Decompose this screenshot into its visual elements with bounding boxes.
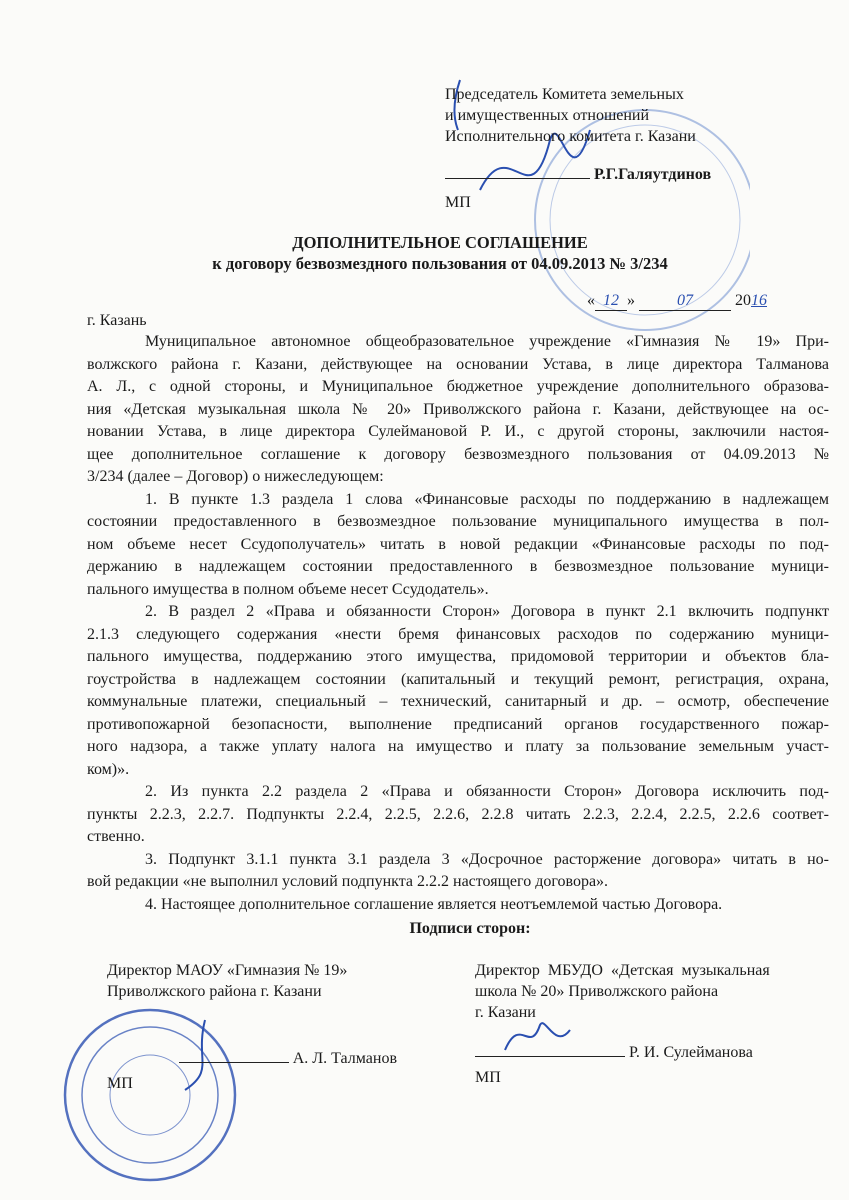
party-line: Директор МБУДО «Детская музыкальная: [475, 962, 770, 979]
city: г. Казань: [87, 312, 147, 329]
paragraph-line: 2. В раздел 2 «Права и обязанности Сторон» Договора в пункт 2.1 включить подпункт: [145, 603, 829, 620]
paragraph-line: 3/234 (далее – Договор) о нижеследующем:: [87, 468, 384, 485]
approval-line: Исполнительного комитета г. Казани: [445, 128, 696, 145]
paragraph-line: состоянии предоставленного в безвозмездное пользование муниципального имущества в пол-: [87, 513, 829, 530]
stamp-label: МП: [475, 1069, 501, 1086]
approval-line: Председатель Комитета земельных: [445, 86, 684, 103]
paragraph-line: пального имущества в полном объеме несет Ссудодатель».: [87, 580, 489, 598]
paragraph-line: А. Л., с одной стороны, и Муниципальное бюджетное учреждение дополнительного образова-: [87, 378, 829, 395]
date-year-suffix: 16: [751, 292, 767, 309]
signatures-heading: Подписи сторон:: [409, 920, 531, 937]
approval-line: и имущественных отношений: [445, 107, 650, 124]
paragraph-line: Муниципальное автономное общеобразовательное учреждение «Гимназия № 19» При-: [145, 333, 829, 350]
signer-name: Р. И. Сулейманова: [629, 1044, 753, 1061]
paragraph-line: коммунальные платежи, специальный – технический, санитарный и др. – осмотр, обеспечение: [87, 693, 829, 710]
paragraph-line: ного надзора, а также уплату налога на имущество и плату за пользование земельным участ-: [87, 738, 829, 755]
paragraph-line: щее дополнительное соглашение к договору безвозмездного пользования от 04.09.2013 №: [87, 445, 829, 463]
date-quote: »: [627, 292, 635, 309]
paragraph-line: ком)».: [87, 760, 130, 778]
paragraph-line: гоустройства в надлежащем состоянии (капитальный и текущий ремонт, регистрация, охрана,: [87, 670, 829, 688]
paragraph-line: 3. Подпункт 3.1.1 пункта 3.1 раздела 3 «Досрочное расторжение договора» читать в но-: [145, 850, 829, 868]
party-right: [475, 960, 770, 1023]
paragraph-line: вой редакции «не выполнил условий подпункта 2.2.2 настоящего договора».: [87, 873, 609, 890]
date-quote: «: [587, 292, 595, 309]
paragraph-line: противопожарной безопасности, выполнение предписаний органов государственного пожар-: [87, 715, 829, 733]
approval-block: [445, 84, 711, 213]
party-right-signature: [475, 1042, 753, 1088]
party-left-signature: [107, 1048, 397, 1094]
party-line: Директор МАОУ «Гимназия № 19»: [107, 962, 348, 979]
approval-signer: Р.Г.Галяутдинов: [594, 166, 712, 183]
paragraph-line: 1. В пункте 1.3 раздела 1 слова «Финансовые расходы по поддержанию в надлежащем: [145, 490, 829, 508]
paragraph-line: 2. Из пункта 2.2 раздела 2 «Права и обязанности Сторон» Договора исключить под-: [145, 783, 829, 800]
paragraph-line: пункты 2.2.3, 2.2.7. Подпункты 2.2.4, 2.2.5, 2.2.6, 2.2.8 читать 2.2.3, 2.2.4, 2.2.5, 2.2.6 соответ-: [87, 805, 829, 823]
signer-name: А. Л. Талманов: [292, 1050, 397, 1067]
date-month: 07: [639, 292, 731, 311]
paragraph-line: ственно.: [87, 828, 145, 845]
document-title: ДОПОЛНИТЕЛЬНОЕ СОГЛАШЕНИЕ: [292, 233, 588, 252]
paragraph-line: 4. Настоящее дополнительное соглашение является неотъемлемой частью Договора.: [145, 895, 723, 913]
paragraph-line: держанию в надлежащем состоянии предоставленного в безвозмездное пользование муници-: [87, 558, 829, 575]
party-line: г. Казани: [475, 1004, 536, 1021]
stamp-label: МП: [445, 194, 471, 211]
document-body: [87, 331, 829, 916]
paragraph-line: новании Устава, в лице директора Сулеймановой Р. И., с другой стороны, заключили настоя-: [87, 423, 829, 440]
party-left: [107, 960, 347, 1002]
paragraph-line: 2.1.3 следующего содержания «нести бремя финансовых расходов по содержанию муници-: [87, 625, 829, 643]
date-day: 12: [595, 292, 627, 311]
paragraph-line: ном объеме несет Ссудополучатель» читать в новой редакции «Финансовые расходы по под-: [87, 535, 829, 553]
party-line: школа № 20» Приволжского района: [475, 983, 719, 1000]
document-date: [587, 292, 767, 311]
date-year-prefix: 20: [735, 292, 751, 309]
document-subtitle: к договору безвозмездного пользования от 04.09.2013 № 3/234: [212, 254, 668, 273]
party-line: Приволжского района г. Казани: [107, 983, 322, 1000]
paragraph-line: пального имущества, поддержанию этого имущества, придомовой территории и объектов бла-: [87, 648, 829, 665]
stamp-label: МП: [107, 1075, 133, 1092]
paragraph-line: ния «Детская музыкальная школа № 20» Приволжского района г. Казани, действующее на ос-: [87, 400, 829, 418]
official-stamp-gymnasium: [55, 1000, 255, 1190]
paragraph-line: волжского района г. Казани, действующее на основании Устава, в лице директора Талманова: [87, 355, 829, 373]
